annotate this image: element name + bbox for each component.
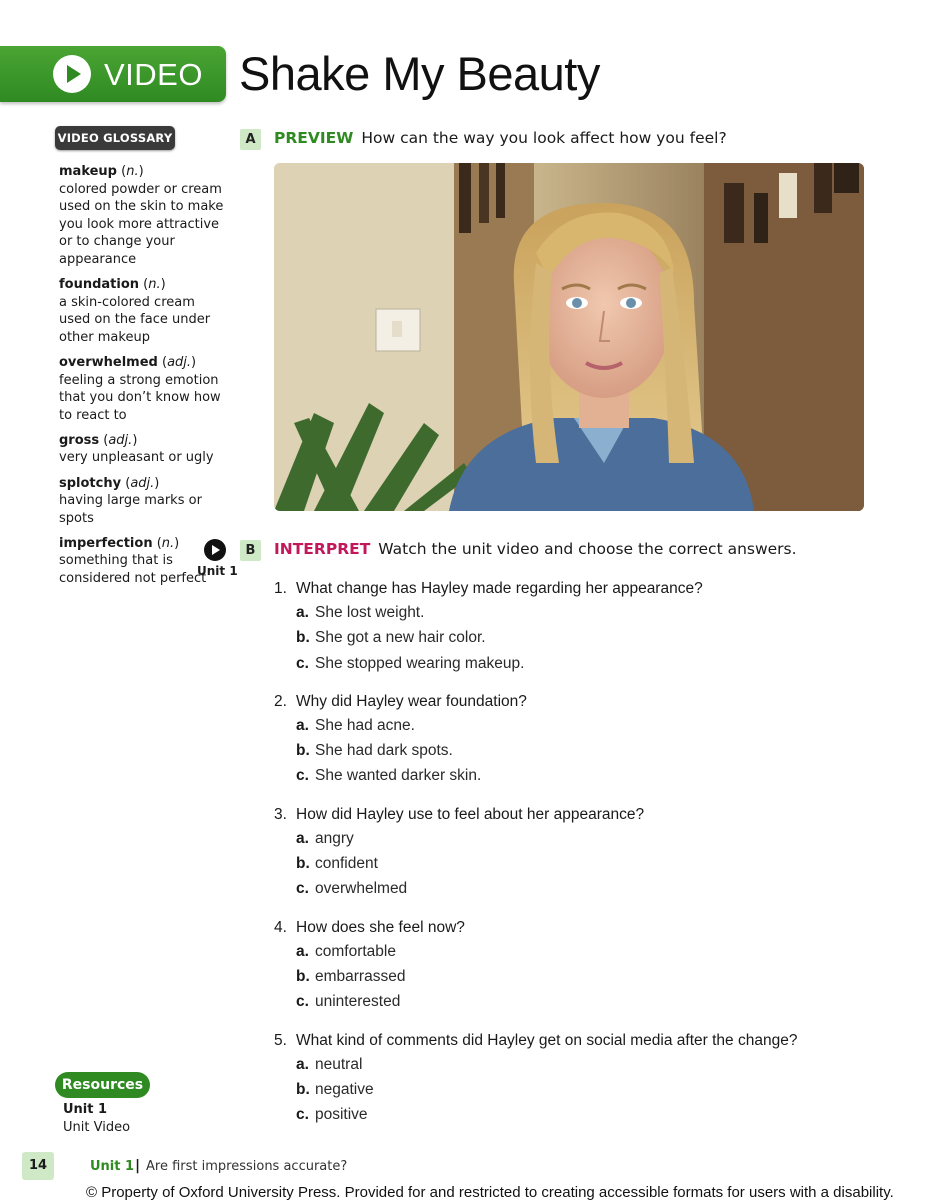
copyright-notice: © Property of Oxford University Press. Provided for and restricted to creating accessible formats for users with a disability. (86, 1184, 894, 1201)
answer-option[interactable] (274, 851, 894, 876)
option-text: She wanted darker skin. (315, 767, 482, 785)
answer-option[interactable] (274, 625, 894, 650)
option-letter: c. (296, 993, 309, 1011)
question-prompt: What kind of comments did Hayley get on social media after the change? (296, 1031, 798, 1049)
option-text: positive (315, 1106, 368, 1124)
glossary-term: imperfection (59, 535, 153, 551)
glossary-definition: having large marks or spots (59, 493, 202, 526)
option-text: She got a new hair color. (315, 629, 486, 647)
option-letter: a. (296, 604, 309, 621)
question-item (274, 578, 894, 676)
footer-unit: Unit 1 (90, 1159, 135, 1174)
option-text: She had dark spots. (315, 742, 453, 760)
glossary-term: foundation (59, 277, 140, 293)
glossary-definition: a skin-colored cream used on the face under other makeup (59, 294, 211, 345)
question-text (274, 1030, 894, 1052)
glossary-part-of-speech: adj. (130, 475, 155, 491)
option-letter: a. (296, 716, 309, 734)
question-text (274, 917, 894, 939)
answer-option[interactable] (274, 876, 894, 901)
page-number: 14 (22, 1152, 54, 1180)
section-a-label: PREVIEW (274, 129, 354, 147)
question-item (274, 917, 894, 1015)
option-text: comfortable (315, 942, 396, 960)
option-text: confident (315, 855, 378, 873)
answer-option[interactable] (274, 939, 894, 964)
option-text: overwhelmed (315, 880, 408, 898)
option-text: neutral (315, 1055, 363, 1073)
section-a-heading (274, 129, 727, 147)
glossary-entry: splotchy (adj.) having large marks or spots (59, 475, 202, 526)
glossary-term: overwhelmed (59, 354, 158, 370)
option-letter: c. (296, 880, 309, 898)
question-text (274, 578, 894, 600)
glossary-definition: something that is considered not perfect (59, 553, 207, 586)
answer-option[interactable] (274, 1077, 894, 1102)
footer-unit-question: Are first impressions accurate? (146, 1159, 348, 1174)
play-icon (53, 55, 91, 93)
video-banner-label: VIDEO (104, 57, 203, 92)
glossary-list (59, 163, 224, 595)
option-text: She stopped wearing makeup. (315, 654, 525, 672)
section-b-prompt: Watch the unit video and choose the correct answers. (378, 540, 797, 558)
glossary-entry: imperfection (n.) something that is considered not perfect (59, 535, 207, 586)
question-number: 1. (274, 580, 287, 597)
option-letter: b. (296, 742, 310, 760)
option-letter: a. (296, 1055, 309, 1073)
glossary-part-of-speech: n. (126, 164, 139, 179)
option-letter: b. (296, 967, 310, 985)
glossary-term: splotchy (59, 475, 122, 491)
resources-tag: Resources (55, 1072, 150, 1098)
question-number: 2. (274, 692, 287, 710)
glossary-part-of-speech: n. (148, 277, 161, 293)
question-text (274, 804, 894, 826)
question-item (274, 1030, 894, 1128)
glossary-term: makeup (59, 164, 117, 179)
section-b-label: INTERPRET (274, 540, 371, 558)
question-prompt: What change has Hayley made regarding her appearance? (296, 580, 703, 597)
question-item (274, 804, 894, 902)
glossary-part-of-speech: n. (161, 535, 175, 551)
glossary-entry: gross (adj.) very unpleasant or ugly (59, 432, 214, 466)
answer-option[interactable] (274, 651, 894, 676)
page-title: Shake My Beauty (239, 47, 600, 100)
video-banner (0, 46, 226, 102)
option-letter: c. (296, 1106, 309, 1124)
glossary-definition: feeling a strong emotion that you don’t know how to react to (59, 372, 221, 423)
answer-option[interactable] (274, 600, 894, 625)
option-letter: b. (296, 629, 310, 647)
unit-video-play-icon[interactable] (204, 539, 226, 561)
section-b-badge: B (240, 540, 261, 561)
option-letter: a. (296, 942, 309, 960)
question-item (274, 691, 894, 789)
option-letter: c. (296, 767, 309, 785)
glossary-term: gross (59, 432, 100, 448)
unit-video-label[interactable]: Unit 1 (197, 564, 238, 578)
answer-option[interactable] (274, 1052, 894, 1077)
answer-option[interactable] (274, 826, 894, 851)
glossary-tag: VIDEO GLOSSARY (55, 126, 175, 150)
option-letter: a. (296, 829, 309, 847)
option-letter: b. (296, 1080, 310, 1098)
resources-unit: Unit 1 (63, 1102, 108, 1117)
section-a-badge: A (240, 129, 261, 150)
question-text (274, 691, 894, 713)
answer-option[interactable] (274, 763, 894, 788)
question-number: 5. (274, 1031, 287, 1049)
section-a-prompt: How can the way you look affect how you feel? (361, 129, 727, 147)
question-prompt: Why did Hayley wear foundation? (296, 692, 527, 710)
answer-option[interactable] (274, 989, 894, 1014)
section-b-heading (274, 540, 797, 558)
footer-separator: | (135, 1158, 141, 1174)
glossary-entry: foundation (n.) a skin-colored cream used on the face under other makeup (59, 277, 211, 345)
answer-option[interactable] (274, 964, 894, 989)
option-text: She had acne. (315, 716, 415, 734)
option-letter: b. (296, 855, 310, 873)
glossary-definition: colored powder or cream used on the skin to make you look more attractive or to change your appearance (59, 181, 224, 267)
option-text: angry (315, 829, 354, 847)
option-text: negative (315, 1080, 374, 1098)
glossary-definition: very unpleasant or ugly (59, 450, 214, 466)
option-text: uninterested (315, 993, 401, 1011)
resources-item[interactable]: Unit Video (63, 1120, 131, 1135)
question-number: 4. (274, 918, 287, 936)
video-still-photo (274, 163, 864, 511)
option-text: embarrassed (315, 967, 406, 985)
question-list (274, 578, 894, 1142)
answer-option[interactable] (274, 738, 894, 763)
glossary-part-of-speech: adj. (108, 432, 133, 448)
option-text: She lost weight. (315, 604, 425, 621)
glossary-part-of-speech: adj. (167, 354, 192, 370)
answer-option[interactable] (274, 1102, 894, 1127)
option-letter: c. (296, 654, 309, 672)
glossary-entry: overwhelmed (adj.) feeling a strong emotion that you don’t know how to react to (59, 354, 221, 423)
question-prompt: How did Hayley use to feel about her appearance? (296, 805, 645, 823)
glossary-entry: makeup (n.) colored powder or cream used on the skin to make you look more attractive or to change your appearance (59, 164, 224, 267)
answer-option[interactable] (274, 713, 894, 738)
question-prompt: How does she feel now? (296, 918, 465, 936)
question-number: 3. (274, 805, 287, 823)
